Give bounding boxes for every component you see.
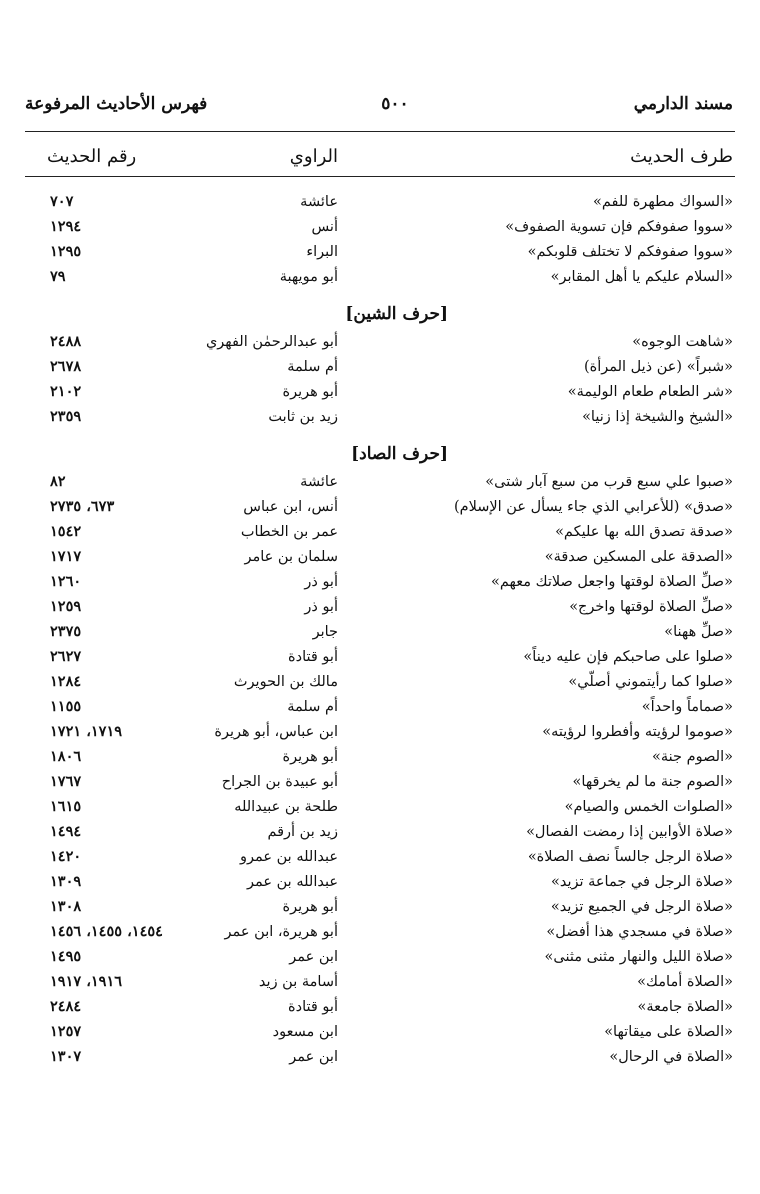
index-row [0, 597, 760, 622]
hadith-number: ٦٧٣، ٢٧٣٥ [50, 498, 115, 515]
narrator-name: زيد بن أرقم [267, 824, 338, 840]
index-row [0, 1022, 760, 1047]
hadith-text: «الصدقة على المسكين صدقة» [544, 549, 733, 565]
hadith-text: «صدق» (للأعرابي الذي جاء يسأل عن الإسلام) [453, 499, 733, 515]
narrator-name: ابن مسعود [272, 1024, 338, 1040]
hadith-text: «سووا صفوفكم لا تختلف قلوبكم» [527, 244, 733, 260]
narrator-name: أبو هريرة [282, 899, 338, 915]
index-row [0, 647, 760, 672]
index-entries [0, 192, 760, 1072]
section-header-text: [حرف الصاد] [351, 444, 448, 464]
hadith-text: «الصلوات الخمس والصيام» [564, 799, 733, 815]
hadith-number: ١٧١٧ [50, 548, 82, 565]
hadith-number: ١٤٩٥ [50, 948, 82, 965]
hadith-text: «صلاة الرجل جالساً نصف الصلاة» [527, 849, 733, 865]
index-row [0, 672, 760, 697]
index-row [0, 697, 760, 722]
hadith-text: «صلاة الرجل في الجميع تزيد» [550, 899, 733, 915]
index-row [0, 922, 760, 947]
index-row [0, 332, 760, 357]
hadith-text: «صلوا كما رأيتموني أصلّي» [568, 674, 733, 690]
hadith-text: «صلِّ ههنا» [664, 624, 733, 640]
hadith-text: «شر الطعام طعام الوليمة» [567, 384, 733, 400]
column-header-hadith-text: طرف الحديث [630, 146, 733, 167]
index-row [0, 192, 760, 217]
narrator-name: زيد بن ثابت [268, 409, 338, 425]
hadith-number: ١٣٠٧ [50, 1048, 82, 1065]
hadith-number: ٢٣٧٥ [50, 623, 82, 640]
hadith-number: ٨٢ [50, 473, 66, 490]
hadith-number: ٢٤٨٨ [50, 333, 82, 350]
hadith-number: ١٧٦٧ [50, 773, 82, 790]
index-row [0, 897, 760, 922]
hadith-number: ١٢٦٠ [50, 573, 82, 590]
header-rule [25, 131, 735, 132]
section-header-text: [حرف الشين] [345, 304, 448, 324]
narrator-name: مالك بن الحويرث [233, 674, 338, 690]
hadith-number: ١١٥٥ [50, 698, 82, 715]
running-head [0, 94, 760, 124]
hadith-number: ١٤٥٤، ١٤٥٥، ١٤٥٦ [50, 923, 163, 940]
hadith-text: «الصوم جنة ما لم يخرقها» [572, 774, 733, 790]
hadith-text: «الصلاة على ميقاتها» [604, 1024, 733, 1040]
index-row [0, 382, 760, 407]
index-row [0, 622, 760, 647]
narrator-name: عمر بن الخطاب [240, 524, 338, 540]
narrator-name: أبو قتادة [288, 649, 338, 665]
page-number: ٥٠٠ [381, 94, 409, 114]
narrator-name: ابن عمر [289, 949, 338, 965]
hadith-number: ٢٦٧٨ [50, 358, 82, 375]
hadith-number: ١٨٠٦ [50, 748, 82, 765]
letter-section-header [0, 432, 760, 472]
index-row [0, 497, 760, 522]
hadith-text: «الصلاة في الرحال» [609, 1049, 733, 1065]
index-row [0, 357, 760, 382]
narrator-name: أبو ذر [304, 574, 338, 590]
narrator-name: أبو ذر [304, 599, 338, 615]
column-header-narrator: الراوي [289, 146, 338, 167]
hadith-number: ٧٩ [50, 268, 66, 285]
index-row [0, 267, 760, 292]
narrator-name: أبو هريرة [282, 749, 338, 765]
hadith-text: «صوموا لرؤيته وأفطروا لرؤيته» [542, 724, 733, 740]
narrator-name: طلحة بن عبيدالله [234, 799, 338, 815]
hadith-text: «شبراً» (عن ذيل المرأة) [583, 359, 733, 375]
hadith-text: «صلِّ الصلاة لوقتها واخرج» [569, 599, 733, 615]
hadith-text: «صماماً واحداً» [641, 699, 733, 715]
index-row [0, 547, 760, 572]
narrator-name: سلمان بن عامر [244, 549, 338, 565]
narrator-name: ابن عمر [289, 1049, 338, 1065]
hadith-number: ١٩١٦، ١٩١٧ [50, 973, 123, 990]
narrator-name: أم سلمة [287, 359, 338, 375]
index-row [0, 217, 760, 242]
narrator-name: أسامة بن زيد [258, 974, 338, 990]
hadith-number: ٢٦٢٧ [50, 648, 82, 665]
hadith-number: ١٣٠٨ [50, 898, 82, 915]
hadith-number: ١٢٨٤ [50, 673, 82, 690]
hadith-text: «صلاة الرجل في جماعة تزيد» [550, 874, 733, 890]
hadith-text: «شاهت الوجوه» [632, 334, 733, 350]
hadith-text: «صدقة تصدق الله بها عليكم» [555, 524, 733, 540]
column-headers [0, 146, 760, 176]
hadith-text: «الشيخ والشيخة إذا زنيا» [582, 409, 733, 425]
index-row [0, 872, 760, 897]
narrator-name: عبدالله بن عمر [247, 874, 338, 890]
index-row [0, 772, 760, 797]
narrator-name: أبو قتادة [288, 999, 338, 1015]
hadith-text: «الصلاة أمامك» [637, 974, 733, 990]
narrator-name: عائشة [300, 474, 338, 490]
index-title: فهرس الأحاديث المرفوعة [25, 94, 208, 114]
index-row [0, 997, 760, 1022]
hadith-number: ١٤٩٤ [50, 823, 82, 840]
column-header-rule [25, 176, 735, 177]
narrator-name: عائشة [300, 194, 338, 210]
hadith-text: «صبوا علي سبع قرب من سبع آبار شتى» [485, 474, 733, 490]
index-row [0, 947, 760, 972]
narrator-name: أبو هريرة [282, 384, 338, 400]
hadith-number: ٢٤٨٤ [50, 998, 82, 1015]
index-row [0, 522, 760, 547]
letter-section-header [0, 292, 760, 332]
hadith-number: ٢١٠٢ [50, 383, 82, 400]
hadith-text: «السلام عليكم يا أهل المقابر» [550, 269, 733, 285]
hadith-number: ١٧١٩، ١٧٢١ [50, 723, 123, 740]
index-row [0, 747, 760, 772]
hadith-text: «صلاة الأوابين إذا رمضت الفصال» [526, 824, 733, 840]
narrator-name: أبو مويهبة [279, 269, 338, 285]
index-row [0, 472, 760, 497]
book-title: مسند الدارمي [633, 94, 733, 114]
hadith-text: «سووا صفوفكم فإن تسوية الصفوف» [505, 219, 733, 235]
hadith-text: «صلاة الليل والنهار مثنى مثنى» [544, 949, 733, 965]
narrator-name: أنس [311, 219, 338, 235]
hadith-number: ١٢٩٥ [50, 243, 82, 260]
narrator-name: البراء [306, 244, 338, 260]
narrator-name: أبو عبدالرحمٰن الفهري [205, 334, 338, 350]
narrator-name: أنس، ابن عباس [243, 499, 338, 515]
hadith-text: «صلوا على صاحبكم فإن عليه ديناً» [523, 649, 733, 665]
narrator-name: ابن عباس، أبو هريرة [214, 724, 338, 740]
hadith-number: ١٢٩٤ [50, 218, 82, 235]
index-row [0, 797, 760, 822]
index-row [0, 847, 760, 872]
hadith-text: «السواك مطهرة للفم» [593, 194, 733, 210]
hadith-number: ٢٣٥٩ [50, 408, 82, 425]
narrator-name: أبو عبيدة بن الجراح [221, 774, 338, 790]
narrator-name: أبو هريرة، ابن عمر [224, 924, 338, 940]
index-row [0, 972, 760, 997]
hadith-number: ١٥٤٢ [50, 523, 82, 540]
column-header-hadith-number: رقم الحديث [47, 146, 137, 167]
index-row [0, 1047, 760, 1072]
hadith-text: «الصوم جنة» [652, 749, 733, 765]
index-row [0, 572, 760, 597]
index-row [0, 242, 760, 267]
hadith-number: ١٢٥٩ [50, 598, 82, 615]
hadith-text: «الصلاة جامعة» [637, 999, 733, 1015]
narrator-name: أم سلمة [287, 699, 338, 715]
hadith-number: ١٦١٥ [50, 798, 82, 815]
hadith-number: ٧٠٧ [50, 193, 74, 210]
hadith-text: «صلِّ الصلاة لوقتها واجعل صلاتك معهم» [491, 574, 733, 590]
narrator-name: عبدالله بن عمرو [240, 849, 338, 865]
narrator-name: جابر [312, 624, 338, 640]
hadith-text: «صلاة في مسجدي هذا أفضل» [546, 924, 733, 940]
index-row [0, 407, 760, 432]
index-row [0, 822, 760, 847]
index-row [0, 722, 760, 747]
hadith-number: ١٣٠٩ [50, 873, 82, 890]
hadith-number: ١٢٥٧ [50, 1023, 82, 1040]
hadith-number: ١٤٢٠ [50, 848, 82, 865]
